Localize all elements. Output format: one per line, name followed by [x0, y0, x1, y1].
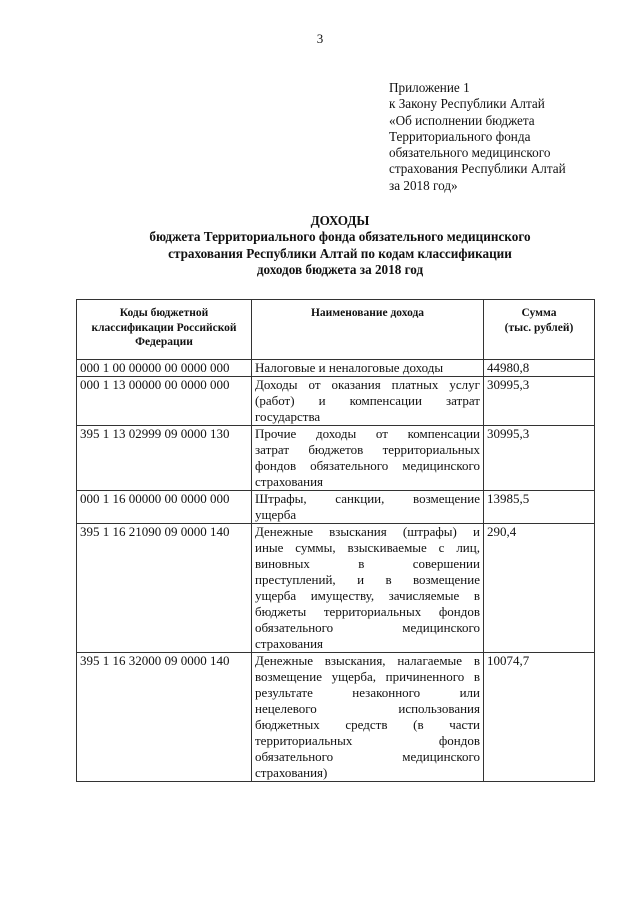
header-line: Наименование дохода — [310, 307, 425, 319]
appendix-line: обязательного медицинского — [389, 145, 551, 161]
income-name-line: бюджеты территориальных фондов — [255, 604, 480, 619]
income-name-line: виновных в совершении — [255, 556, 480, 571]
header-codes — [77, 300, 252, 360]
budget-code-cell: 000 1 13 00000 00 0000 000 — [77, 377, 252, 426]
income-name-line: ущерба имуществу, зачисляемые в — [255, 588, 480, 603]
header-income-name — [252, 300, 484, 360]
appendix-line: к Закону Республики Алтай — [389, 96, 545, 112]
income-name-line: бюджетных средств (в части — [255, 717, 480, 732]
income-name-line: государства — [255, 409, 321, 424]
income-name-line: территориальных фондов — [255, 733, 480, 748]
appendix-line: «Об исполнении бюджета — [389, 112, 535, 128]
income-name-line: Налоговые и неналоговые доходы — [255, 360, 444, 375]
income-name-cell — [252, 360, 484, 377]
table-row — [77, 653, 595, 782]
income-name-line: (работ) и компенсации затрат — [255, 393, 480, 408]
appendix-line: страхования Республики Алтай — [389, 161, 566, 177]
income-name-line: обязательного медицинского — [255, 749, 480, 764]
income-name-line: возмещение ущерба, причиненного в — [255, 669, 480, 684]
income-name-line: ущерба — [255, 507, 297, 522]
income-name-line: нецелевого использования — [255, 701, 480, 716]
title-line: доходов бюджета за 2018 год — [256, 261, 424, 277]
appendix-line: Территориального фонда — [389, 128, 531, 144]
budget-code-cell: 395 1 16 21090 09 0000 140 — [77, 524, 252, 653]
table-body — [77, 360, 595, 782]
appendix-line: Приложение 1 — [389, 80, 470, 95]
income-name-line: Доходы от оказания платных услуг — [255, 377, 480, 392]
sum-cell: 44980,8 — [484, 360, 595, 377]
table-row — [77, 491, 595, 524]
income-name-cell — [252, 426, 484, 491]
income-name-cell — [252, 377, 484, 426]
budget-code-cell: 395 1 16 32000 09 0000 140 — [77, 653, 252, 782]
income-name-line: иные суммы, взыскиваемые с лиц, — [255, 540, 480, 555]
sum-cell: 13985,5 — [484, 491, 595, 524]
header-sum — [484, 300, 595, 360]
header-line: Федерации — [135, 336, 193, 348]
table-row — [77, 377, 595, 426]
income-name-line: Денежные взыскания, налагаемые в — [255, 653, 480, 668]
budget-code-cell: 395 1 13 02999 09 0000 130 — [77, 426, 252, 491]
table-header-row — [77, 300, 595, 360]
income-name-line: страхования — [255, 474, 324, 489]
header-line: классификации Российской — [91, 321, 237, 334]
appendix-line: за 2018 год» — [389, 177, 458, 193]
sum-cell: 290,4 — [484, 524, 595, 653]
sum-cell: 10074,7 — [484, 653, 595, 782]
income-name-line: затрат бюджетов территориальных — [255, 442, 480, 457]
header-line: Сумма — [521, 307, 557, 319]
page-number: 3 — [316, 31, 324, 46]
table-row — [77, 524, 595, 653]
title-line: страхования Республики Алтай по кодам классификации — [168, 245, 512, 261]
income-name-cell — [252, 653, 484, 782]
income-name-line: результате незаконного или — [255, 685, 480, 700]
sum-cell: 30995,3 — [484, 377, 595, 426]
title-line: бюджета Территориального фонда обязательного медицинского — [149, 229, 531, 245]
income-name-line: обязательного медицинского — [255, 620, 480, 635]
income-name-cell — [252, 491, 484, 524]
budget-code-cell: 000 1 16 00000 00 0000 000 — [77, 491, 252, 524]
budget-code-cell: 000 1 00 00000 00 0000 000 — [77, 360, 252, 377]
income-name-cell — [252, 524, 484, 653]
document-title — [0, 213, 640, 278]
income-name-line: Штрафы, санкции, возмещение — [255, 491, 480, 506]
income-name-line: фондов обязательного медицинского — [255, 458, 480, 473]
income-name-line: страхования — [255, 636, 324, 651]
income-name-line: преступлений, и в возмещение — [255, 572, 480, 587]
appendix-note — [389, 80, 619, 194]
header-line: (тыс. рублей) — [504, 321, 574, 334]
income-name-line: Прочие доходы от компенсации — [255, 426, 480, 441]
header-line: Коды бюджетной — [119, 307, 209, 319]
income-name-line: Денежные взыскания (штрафы) и — [255, 524, 480, 539]
income-name-line: страхования) — [255, 765, 328, 780]
table-row — [77, 360, 595, 377]
income-table — [76, 299, 595, 782]
sum-cell: 30995,3 — [484, 426, 595, 491]
table-row — [77, 426, 595, 491]
title-heading: ДОХОДЫ — [310, 213, 370, 228]
